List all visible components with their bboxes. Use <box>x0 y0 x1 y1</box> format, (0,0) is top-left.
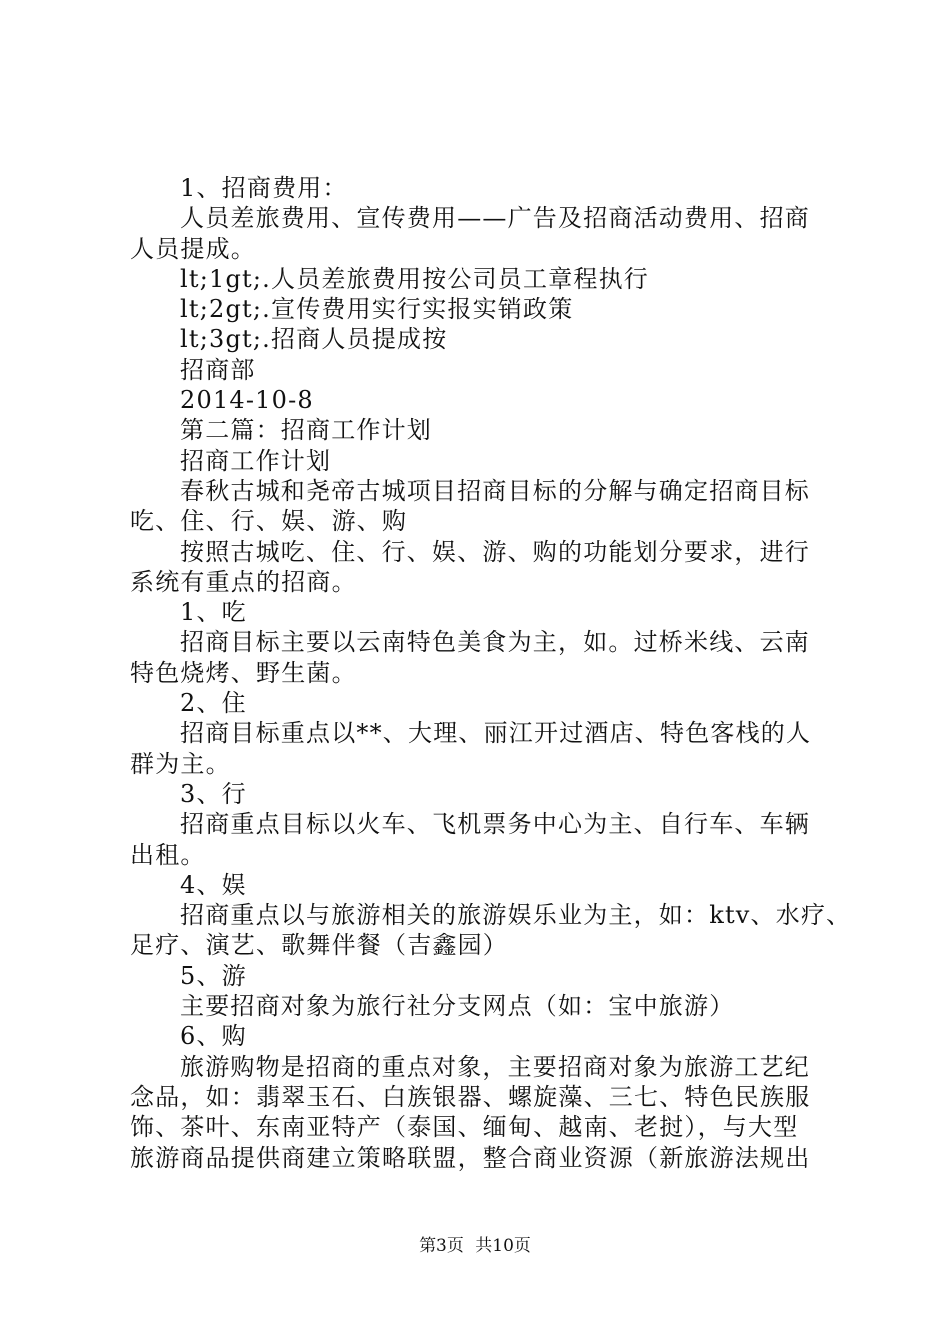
document-body <box>130 173 852 1173</box>
document-line: 出租。 <box>130 840 206 869</box>
document-line: 招商目标主要以云南特色美食为主，如。过桥米线、云南 <box>180 628 810 657</box>
document-line: 招商工作计划 <box>180 446 332 475</box>
document-line: lt;1gt;.人员差旅费用按公司员工章程执行 <box>180 264 649 293</box>
document-line: 春秋古城和尧帝古城项目招商目标的分解与确定招商目标 <box>180 476 810 505</box>
document-line: 1、吃 <box>180 598 247 627</box>
document-line: 旅游商品提供商建立策略联盟，整合商业资源（新旅游法规出 <box>130 1143 811 1172</box>
document-line: 人员差旅费用、宣传费用——广告及招商活动费用、招商 <box>180 204 810 233</box>
document-line: 招商目标重点以**、大理、丽江开过酒店、特色客栈的人 <box>180 719 812 748</box>
document-line: 特色烧烤、野生菌。 <box>130 658 357 687</box>
document-line: 招商重点目标以火车、飞机票务中心为主、自行车、车辆 <box>180 810 810 839</box>
document-line: 4、娱 <box>180 870 247 899</box>
document-line: 2、住 <box>180 689 247 718</box>
page-total: 共10页 <box>475 1236 531 1256</box>
document-line: lt;3gt;.招商人员提成按 <box>180 325 448 354</box>
document-line: 吃、住、行、娱、游、购 <box>130 507 408 536</box>
document-line: 招商部 <box>180 355 256 384</box>
document-line: 足疗、演艺、歌舞伴餐（吉鑫园） <box>130 931 508 960</box>
document-line: 3、行 <box>180 779 247 808</box>
page-footer <box>0 1236 950 1256</box>
page-number: 第3页 <box>419 1236 464 1256</box>
document-line: 按照古城吃、住、行、娱、游、购的功能划分要求，进行 <box>180 537 810 566</box>
document-line: 5、游 <box>180 961 247 990</box>
document-line: 群为主。 <box>130 749 231 778</box>
document-line: 招商重点以与旅游相关的旅游娱乐业为主，如：ktv、水疗、 <box>180 901 852 930</box>
document-line: 6、购 <box>180 1022 247 1051</box>
document-line: 饰、茶叶、东南亚特产（泰国、缅甸、越南、老挝），与大型 <box>130 1113 799 1142</box>
document-line: 系统有重点的招商。 <box>130 567 357 596</box>
document-line: lt;2gt;.宣传费用实行实报实销政策 <box>180 295 574 324</box>
document-line: 2014-10-8 <box>180 386 314 415</box>
document-line: 主要招商对象为旅行社分支网点（如：宝中旅游） <box>180 992 735 1021</box>
document-line: 人员提成。 <box>130 234 256 263</box>
document-line: 1、招商费用： <box>180 174 348 202</box>
document-line: 念品，如：翡翠玉石、白族银器、螺旋藻、三七、特色民族服 <box>130 1082 811 1111</box>
document-line: 第二篇：招商工作计划 <box>180 416 432 445</box>
document-line: 旅游购物是招商的重点对象，主要招商对象为旅游工艺纪 <box>180 1052 810 1081</box>
